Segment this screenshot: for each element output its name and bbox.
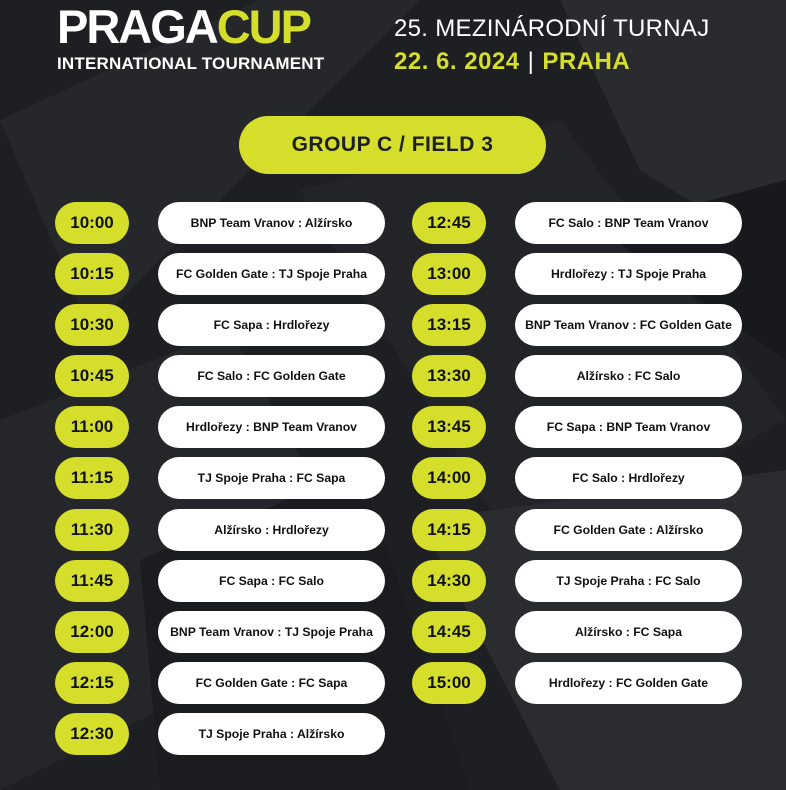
match-teams: Alžírsko : FC Salo (515, 355, 742, 397)
match-teams: Hrdlořezy : TJ Spoje Praha (515, 253, 742, 295)
schedule-row (55, 406, 387, 448)
event-date: 22. 6. 2024 (394, 48, 520, 75)
match-time: 13:45 (412, 406, 486, 448)
match-time: 11:45 (55, 560, 129, 602)
event-title: 25. MEZINÁRODNÍ TURNAJ (394, 15, 710, 42)
match-teams: FC Golden Gate : Alžírsko (515, 509, 742, 551)
schedule-row (55, 355, 387, 397)
match-teams: FC Golden Gate : FC Sapa (158, 662, 385, 704)
match-teams: TJ Spoje Praha : FC Sapa (158, 457, 385, 499)
match-teams: FC Sapa : Hrdlořezy (158, 304, 385, 346)
match-time: 14:30 (412, 560, 486, 602)
logo-cup-text: CUP (216, 0, 310, 53)
schedule-row (55, 713, 387, 755)
schedule-row (55, 202, 387, 244)
schedule-row (412, 560, 744, 602)
schedule-row (412, 253, 744, 295)
match-time: 11:30 (55, 509, 129, 551)
schedule-row (55, 611, 387, 653)
match-teams: TJ Spoje Praha : FC Salo (515, 560, 742, 602)
match-time: 14:15 (412, 509, 486, 551)
match-teams: FC Salo : FC Golden Gate (158, 355, 385, 397)
event-separator: | (527, 48, 535, 75)
match-teams: Hrdlořezy : FC Golden Gate (515, 662, 742, 704)
schedule-column-right (412, 202, 744, 713)
match-time: 12:30 (55, 713, 129, 755)
match-teams: FC Sapa : BNP Team Vranov (515, 406, 742, 448)
match-time: 10:00 (55, 202, 129, 244)
match-time: 14:00 (412, 457, 486, 499)
schedule-row (412, 662, 744, 704)
schedule-row (412, 202, 744, 244)
match-teams: FC Sapa : FC Salo (158, 560, 385, 602)
schedule-row (55, 253, 387, 295)
schedule-row (412, 457, 744, 499)
match-time: 13:15 (412, 304, 486, 346)
schedule-row (55, 662, 387, 704)
match-teams: Alžírsko : FC Sapa (515, 611, 742, 653)
match-time: 10:30 (55, 304, 129, 346)
match-teams: Hrdlořezy : BNP Team Vranov (158, 406, 385, 448)
match-time: 14:45 (412, 611, 486, 653)
event-city: PRAHA (542, 48, 631, 75)
match-time: 12:45 (412, 202, 486, 244)
match-teams: FC Salo : BNP Team Vranov (515, 202, 742, 244)
match-time: 11:00 (55, 406, 129, 448)
schedule-row (412, 611, 744, 653)
schedule-row (55, 457, 387, 499)
match-time: 12:00 (55, 611, 129, 653)
match-time: 15:00 (412, 662, 486, 704)
schedule-column-left (55, 202, 387, 764)
match-teams: BNP Team Vranov : TJ Spoje Praha (158, 611, 385, 653)
match-teams: Alžírsko : Hrdlořezy (158, 509, 385, 551)
match-time: 10:45 (55, 355, 129, 397)
group-label: GROUP C / FIELD 3 (239, 116, 546, 174)
match-time: 13:30 (412, 355, 486, 397)
logo-subtitle: INTERNATIONAL TOURNAMENT (57, 54, 325, 73)
schedule-row (412, 406, 744, 448)
logo-praga-text: PRAGA (57, 0, 217, 53)
match-time: 10:15 (55, 253, 129, 295)
match-teams: TJ Spoje Praha : Alžírsko (158, 713, 385, 755)
praga-cup-logo (57, 2, 310, 52)
match-time: 12:15 (55, 662, 129, 704)
match-teams: FC Golden Gate : TJ Spoje Praha (158, 253, 385, 295)
match-teams: BNP Team Vranov : Alžírsko (158, 202, 385, 244)
match-teams: FC Salo : Hrdlořezy (515, 457, 742, 499)
match-time: 13:00 (412, 253, 486, 295)
schedule-row (55, 304, 387, 346)
schedule-row (412, 304, 744, 346)
schedule-row (412, 355, 744, 397)
match-teams: BNP Team Vranov : FC Golden Gate (515, 304, 742, 346)
schedule-row (55, 509, 387, 551)
schedule-row (55, 560, 387, 602)
header (0, 0, 786, 100)
event-date-location (394, 48, 630, 76)
schedule-row (412, 509, 744, 551)
match-time: 11:15 (55, 457, 129, 499)
